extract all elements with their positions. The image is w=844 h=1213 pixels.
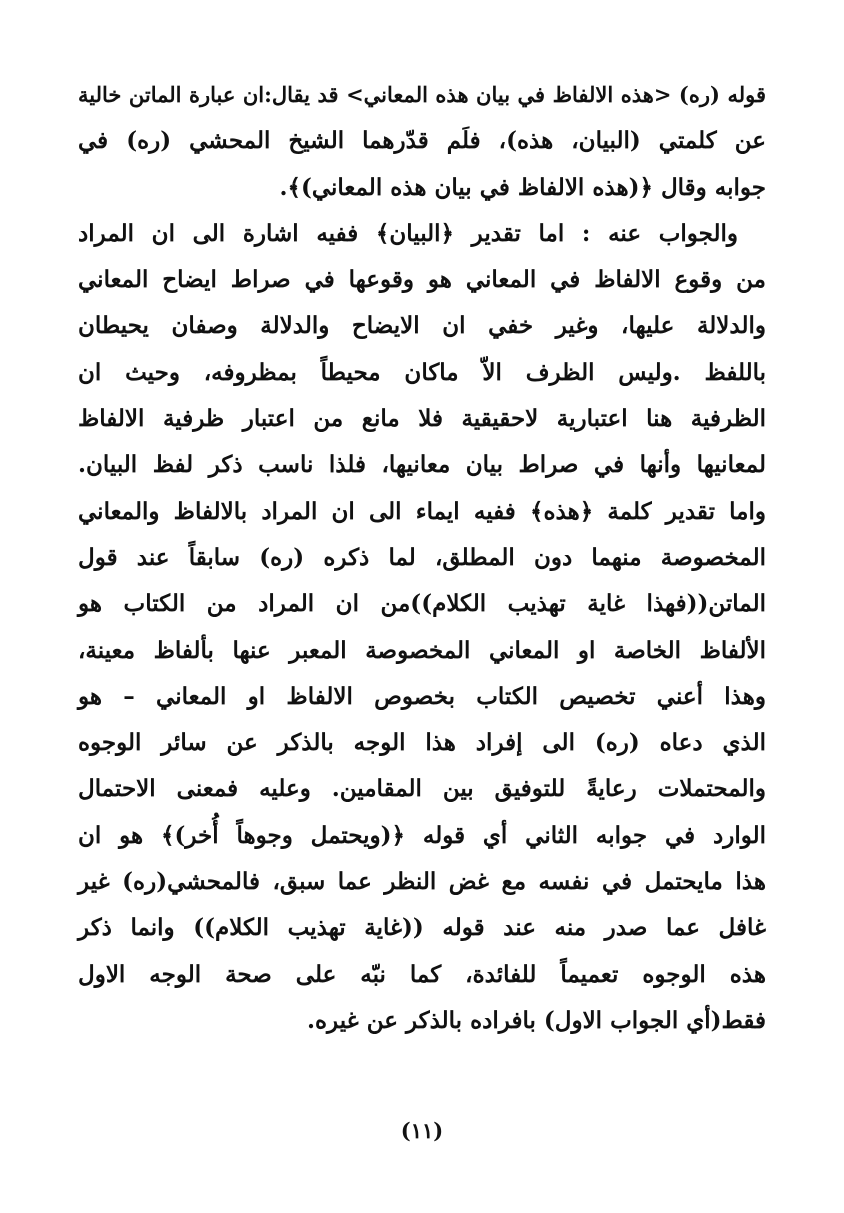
text-line: المخصوصة منهما دون المطلق، لما ذكره (ره) سابقاً عند قول [78,543,766,571]
text-line: الماتن((فهذا غاية تهذيب الكلام))من ان المراد من الكتاب هو [78,590,766,618]
text-line: من وقوع الالفاظ في المعاني هو وقوعها في صراط ايضاح المعاني [78,266,766,294]
text-line: فقط(أي الجواب الاول) بافراده بالذكر عن غيره. [306,1006,766,1034]
body-text [78,72,766,1044]
text-line: والدلالة عليها، وغير خفي ان الايضاح والدلالة وصفان يحيطان [78,312,766,340]
text-line: والجواب عنه : اما تقدير ﴿البيان﴾ ففيه اشارة الى ان المراد [78,219,738,247]
text-line: والمحتملات رعايةً للتوفيق بين المقامين. وعليه فمعنى الاحتمال [78,775,766,803]
text-line: هذه الوجوه تعميماً للفائدة، كما نبّه على صحة الوجه الاول [78,960,766,988]
text-line: غافل عما صدر منه عند قوله ((غاية تهذيب الكلام)) وانما ذكر [78,914,766,942]
text-line: باللفظ .وليس الظرف الاّ ماكان محيطاً بمظروفه، وحيث ان [78,358,766,386]
text-line: الظرفية هنا اعتبارية لاحقيقية فلا مانع من اعتبار ظرفية الالفاظ [78,405,766,433]
text-line: وهذا أعني تخصيص الكتاب بخصوص الالفاظ او المعاني – هو [78,682,766,710]
text-line: هذا مايحتمل في نفسه مع غض النظر عما سبق، فالمحشي(ره) غير [78,868,766,896]
text-line: واما تقدير كلمة ﴿هذه﴾ ففيه ايماء الى ان المراد بالالفاظ والمعاني [78,497,766,525]
page-number: (١١) [400,1118,444,1143]
text-line: عن كلمتي (البيان، هذه)، فلَم قدّرهما الشيخ المحشي (ره) في [78,127,766,155]
text-line: الوارد في جوابه الثاني أي قوله ﴿(ويحتمل وجوهاً أُخر)﴾ هو ان [78,821,766,849]
text-line: الذي دعاه (ره) الى إفراد هذا الوجه بالذكر عن سائر الوجوه [78,729,766,757]
text-line: لمعانيها وأنها في صراط بيان معانيها، فلذا ناسب ذكر لفظ البيان. [78,451,766,479]
text-line: الألفاظ الخاصة او المعاني المخصوصة المعبر عنها بألفاظ معينة، [78,636,766,664]
text-line: جوابه وقال ﴿(هذه الالفاظ في بيان هذه المعاني)﴾. [279,173,766,201]
text-line: قوله (ره) <هذه الالفاظ في بيان هذه المعاني> قد يقال:ان عبارة الماتن خالية [78,82,766,107]
